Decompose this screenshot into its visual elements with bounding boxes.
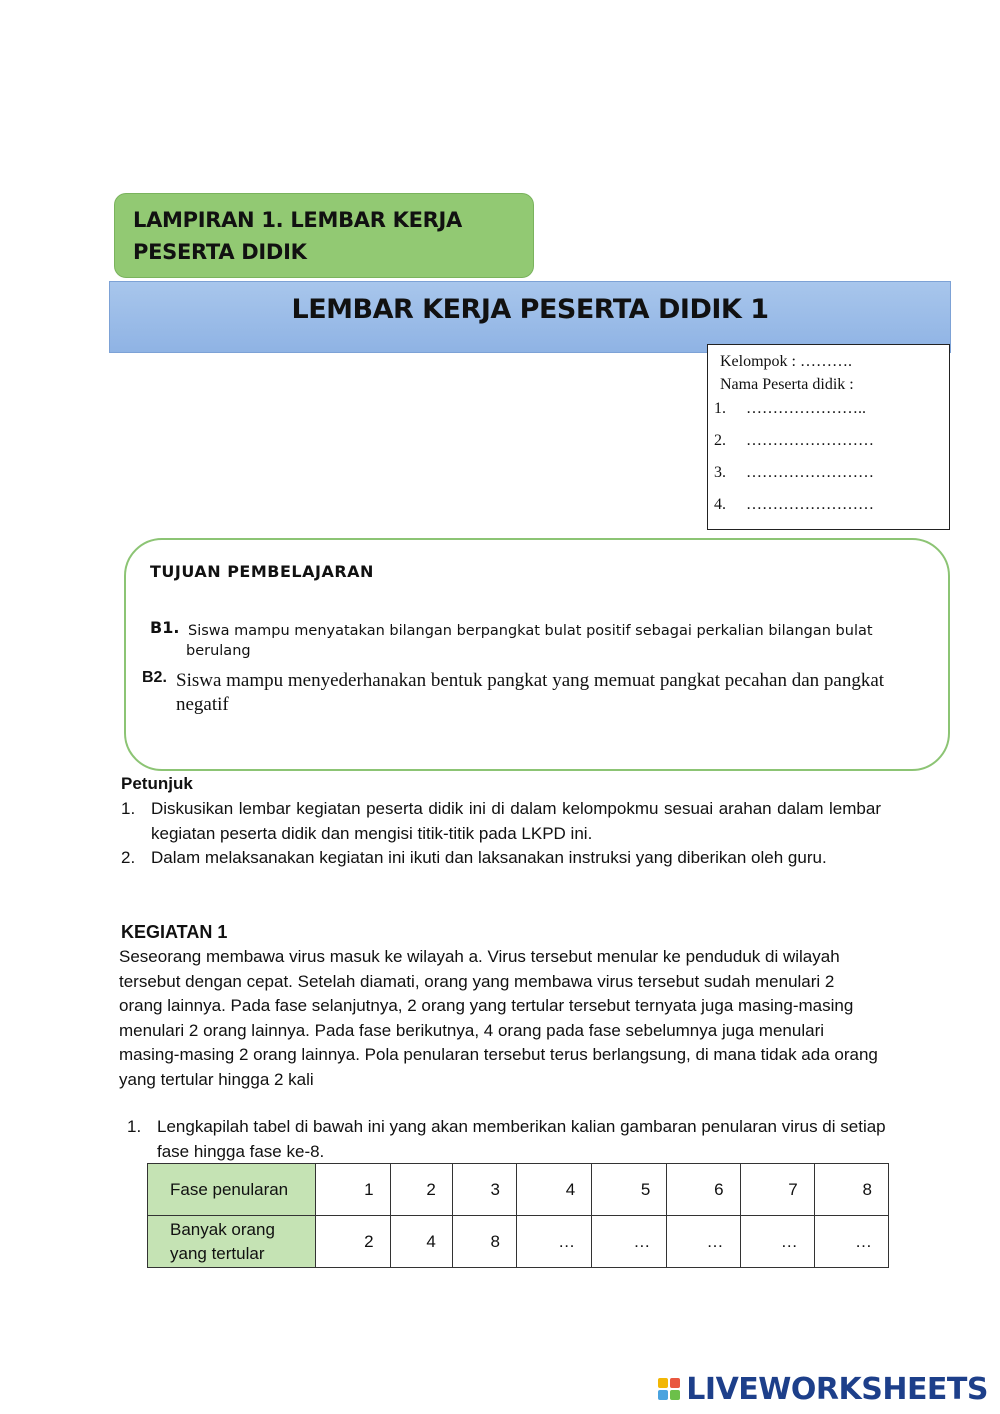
nama-label: Nama Peserta didik : <box>720 376 854 393</box>
member-field[interactable]: …………………… <box>746 464 874 481</box>
liveworksheets-logo <box>658 1372 988 1406</box>
list-item <box>121 846 881 871</box>
list-number: 1. <box>121 799 136 818</box>
answer-cell[interactable]: … <box>667 1216 740 1268</box>
goal-b2-label: B2. <box>142 669 167 686</box>
answer-cell[interactable]: … <box>740 1216 814 1268</box>
table-cell: 6 <box>667 1164 740 1216</box>
table-cell: 8 <box>452 1216 516 1268</box>
list-item <box>121 797 881 846</box>
table-cell: 2 <box>390 1164 452 1216</box>
list-text: Dalam melaksanakan kegiatan ini ikuti dan laksanakan instruksi yang diberikan oleh guru. <box>151 848 827 867</box>
table-row <box>148 1164 889 1216</box>
lampiran-label <box>114 193 534 278</box>
table-cell: 5 <box>592 1164 667 1216</box>
learning-goals-box <box>124 538 950 771</box>
question-item <box>127 1115 887 1164</box>
row-header-line: yang tertular <box>170 1243 265 1263</box>
lampiran-line-2: PESERTA DIDIK <box>133 240 307 264</box>
goal-b1-text-cont: berulang <box>186 643 251 659</box>
goal-b2-text: Siswa mampu menyederhanakan bentuk pangkat yang memuat pangkat pecahan dan pangkat <box>176 670 885 691</box>
kegiatan-heading: KEGIATAN 1 <box>121 922 228 942</box>
page-title: LEMBAR KERJA PESERTA DIDIK 1 <box>291 294 769 325</box>
question-text: Lengkapilah tabel di bawah ini yang akan memberikan kalian gambaran penularan virus di setiap fase hingga fase ke-8. <box>157 1117 886 1161</box>
member-num: 2. <box>714 432 726 449</box>
member-field[interactable]: …………………… <box>746 432 874 449</box>
petunjuk-heading: Petunjuk <box>121 774 193 793</box>
table-cell: 4 <box>516 1164 591 1216</box>
member-field[interactable]: …………………… <box>746 496 874 513</box>
question-number: 1. <box>127 1117 142 1136</box>
table-cell: 2 <box>316 1216 390 1268</box>
kelompok-field[interactable]: Kelompok : ………. <box>720 353 852 370</box>
goal-b2-text-cont: negatif <box>176 694 229 715</box>
member-num: 4. <box>714 496 726 513</box>
title-banner <box>109 281 951 353</box>
member-num: 1. <box>714 400 726 417</box>
table-cell: 7 <box>740 1164 814 1216</box>
lampiran-line-1: LAMPIRAN 1. LEMBAR KERJA <box>133 208 462 232</box>
logo-text: LIVEWORKSHEETS <box>686 1371 988 1407</box>
fase-table <box>147 1163 889 1268</box>
answer-cell[interactable]: … <box>814 1216 888 1268</box>
list-number: 2. <box>121 848 136 867</box>
table-cell: 8 <box>814 1164 888 1216</box>
answer-cell[interactable]: … <box>516 1216 591 1268</box>
row-header <box>148 1216 316 1268</box>
row-header-line: Banyak orang <box>170 1219 275 1239</box>
table-cell: 3 <box>452 1164 516 1216</box>
logo-mark-icon <box>658 1378 680 1400</box>
answer-cell[interactable]: … <box>592 1216 667 1268</box>
goal-b1-text: Siswa mampu menyatakan bilangan berpangkat bulat positif sebagai perkalian bilangan bulat <box>188 623 873 639</box>
table-cell: 4 <box>390 1216 452 1268</box>
group-info-box <box>707 344 950 530</box>
goal-b1-label: B1. <box>150 618 180 637</box>
kegiatan-paragraph: Seseorang membawa virus masuk ke wilayah a. Virus tersebut menular ke penduduk di wilayah tersebut dengan cepat. Setelah diamati, orang yang membawa virus tersebut sudah menulari 2 orang lainnya. Pada fase selanjutnya, 2 orang yang tertular tersebut ternyata juga masing-masing menulari 2 orang lainnya. Pada fase berikutnya, 4 orang pada fase sebelumnya juga menulari masing-masing 2 orang lainnya. Pola penularan tersebut terus berlangsung, di mana tidak ada orang yang tertular hingga 2 kali <box>119 947 878 1089</box>
learning-goals-title: TUJUAN PEMBELAJARAN <box>150 562 374 581</box>
table-cell: 1 <box>316 1164 390 1216</box>
row-header: Fase penularan <box>148 1164 316 1216</box>
member-num: 3. <box>714 464 726 481</box>
petunjuk-list <box>121 797 881 871</box>
list-text: Diskusikan lembar kegiatan peserta didik ini di dalam kelompokmu sesuai arahan dalam lembar kegiatan peserta didik dan mengisi titik-titik pada LKPD ini. <box>151 799 881 843</box>
table-row <box>148 1216 889 1268</box>
member-field[interactable]: ………………….. <box>746 400 866 417</box>
